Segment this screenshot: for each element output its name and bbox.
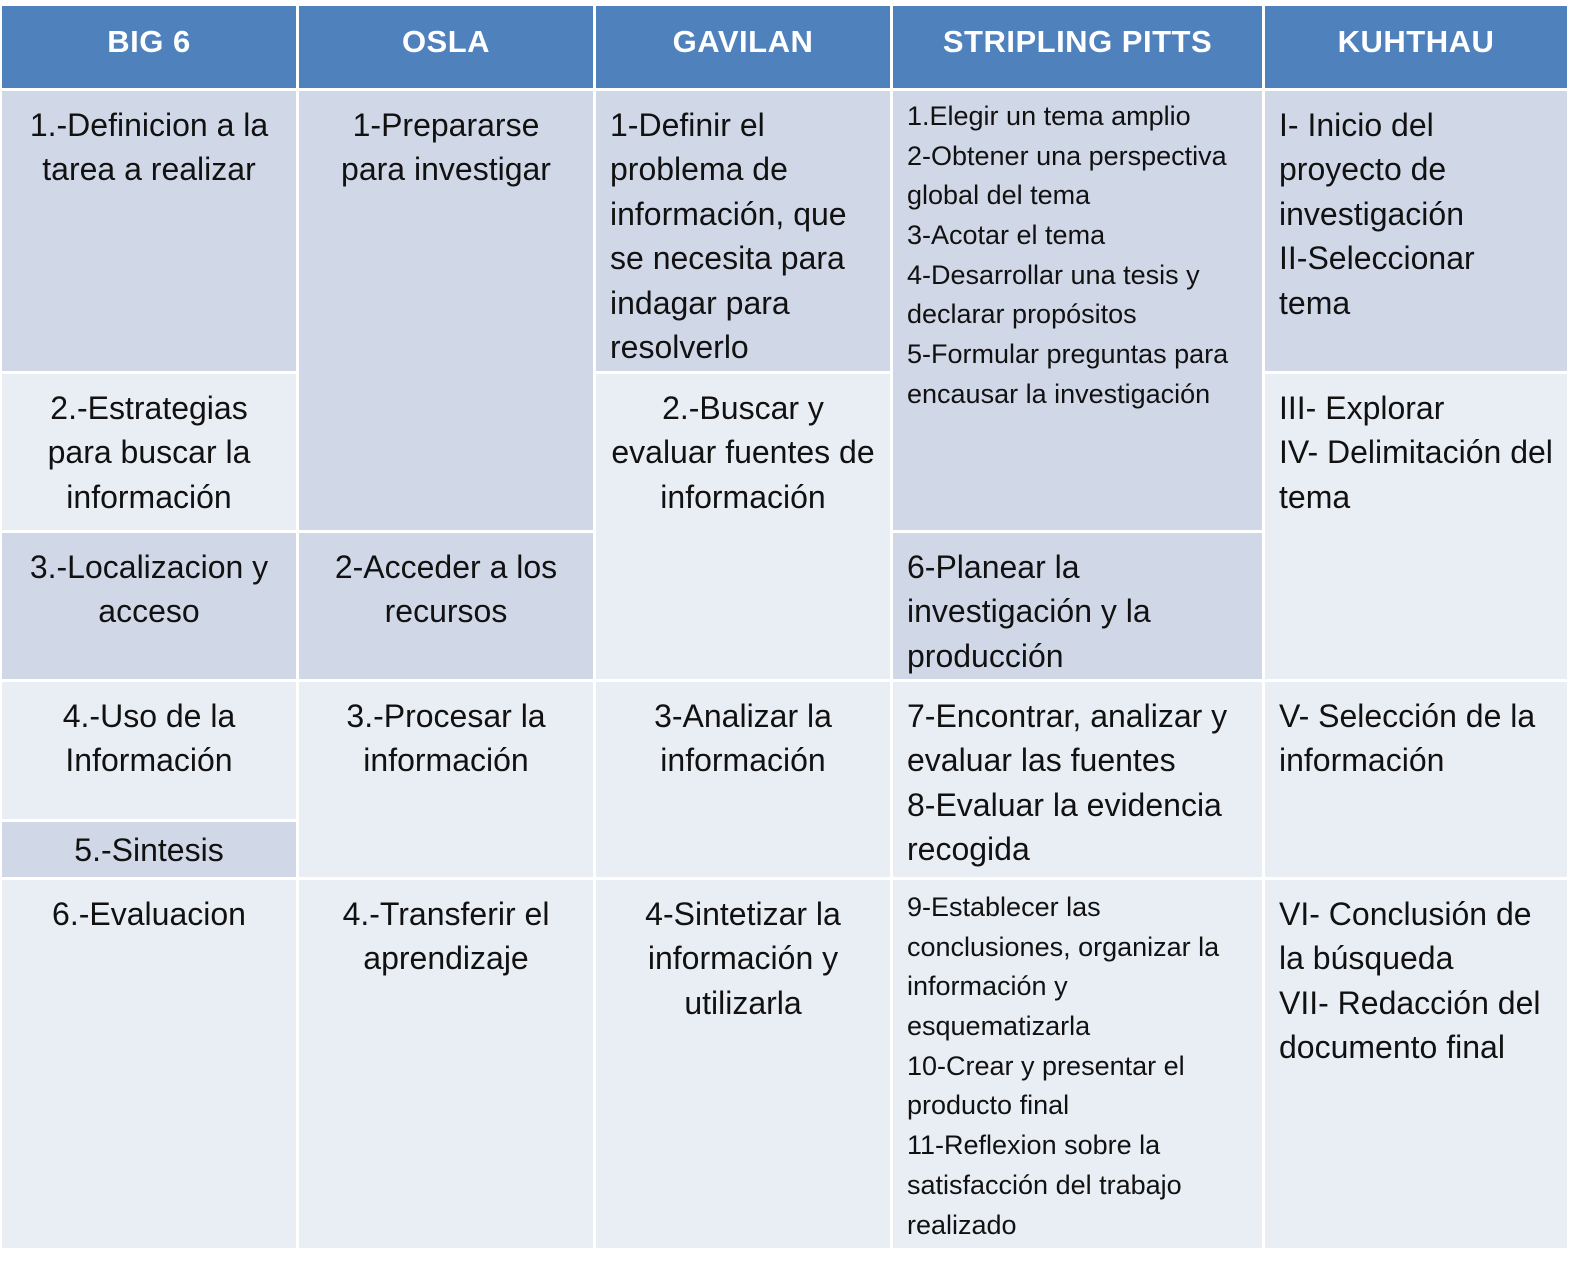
stripling-step-7: 7-Encontrar, analizar y evaluar las fuentes (907, 698, 1228, 779)
kuhthau-block-4 (1265, 880, 1567, 1248)
stripling-step-10: 10-Crear y presentar el producto final (907, 1050, 1185, 1121)
header-gavilan: GAVILAN (596, 6, 890, 88)
stripling-block-1 (893, 91, 1262, 530)
kuhthau-stage-2: II-Seleccionar tema (1279, 240, 1475, 321)
kuhthau-stage-7: VII- Redacción del documento final (1279, 984, 1541, 1066)
osla-step-3: 3.-Procesar la información (299, 682, 593, 877)
big6-step-3: 3.-Localizacion y acceso (2, 533, 296, 679)
header-osla: OSLA (299, 6, 593, 88)
stripling-step-6: 6-Planear la investigación y la producción (907, 549, 1151, 674)
header-big6: BIG 6 (2, 6, 296, 88)
gavilan-step-4: 4-Sintetizar la información y utilizarla (596, 880, 890, 1248)
osla-step-1: 1-Prepararse para investigar (299, 91, 593, 530)
stripling-step-9: 9-Establecer las conclusiones, organizar la información y esquematizarla (907, 892, 1220, 1042)
gavilan-step-2: 2.-Buscar y evaluar fuentes de información (596, 374, 890, 679)
osla-step-4: 4.-Transferir el aprendizaje (299, 880, 593, 1248)
kuhthau-stage-5: V- Selección de la información (1279, 698, 1536, 779)
header-stripling-pitts: STRIPLING PITTS (893, 6, 1262, 88)
kuhthau-stage-6: VI- Conclusión de la búsqueda (1279, 896, 1532, 977)
big6-step-4: 4.-Uso de la Información (2, 682, 296, 819)
stripling-step-4: 4-Desarrollar una tesis y declarar propósitos (907, 259, 1200, 330)
stripling-step-5: 5-Formular preguntas para encausar la investigación (907, 339, 1229, 409)
big6-step-1: 1.-Definicion a la tarea a realizar (2, 91, 296, 371)
stripling-block-2 (893, 533, 1262, 679)
kuhthau-block-1 (1265, 91, 1567, 371)
header-kuhthau: KUHTHAU (1265, 6, 1567, 88)
stripling-step-11: 11-Reflexion sobre la satisfacción del trabajo realizado (907, 1130, 1182, 1240)
big6-step-5: 5.-Sintesis (2, 822, 296, 877)
stripling-block-4 (893, 880, 1262, 1248)
gavilan-step-3: 3-Analizar la información (596, 682, 890, 877)
stripling-step-2: 2-Obtener una perspectiva global del tema (907, 140, 1227, 211)
kuhthau-stage-1: I- Inicio del proyecto de investigación (1279, 107, 1464, 232)
kuhthau-stage-3: III- Explorar (1279, 390, 1445, 426)
kuhthau-stage-4: IV- Delimitación del tema (1279, 434, 1553, 515)
kuhthau-block-2 (1265, 374, 1567, 679)
stripling-step-3: 3-Acotar el tema (907, 220, 1106, 251)
stripling-block-3 (893, 682, 1262, 877)
gavilan-step-1: 1-Definir el problema de información, que se necesita para indagar para resolverlo (596, 91, 890, 371)
kuhthau-block-3 (1265, 682, 1567, 877)
stripling-step-1: 1.Elegir un tema amplio (907, 101, 1191, 131)
osla-step-2: 2-Acceder a los recursos (299, 533, 593, 679)
big6-step-2: 2.-Estrategias para buscar la información (2, 374, 296, 530)
stripling-step-8: 8-Evaluar la evidencia recogida (907, 786, 1222, 868)
big6-step-6: 6.-Evaluacion (2, 880, 296, 1248)
